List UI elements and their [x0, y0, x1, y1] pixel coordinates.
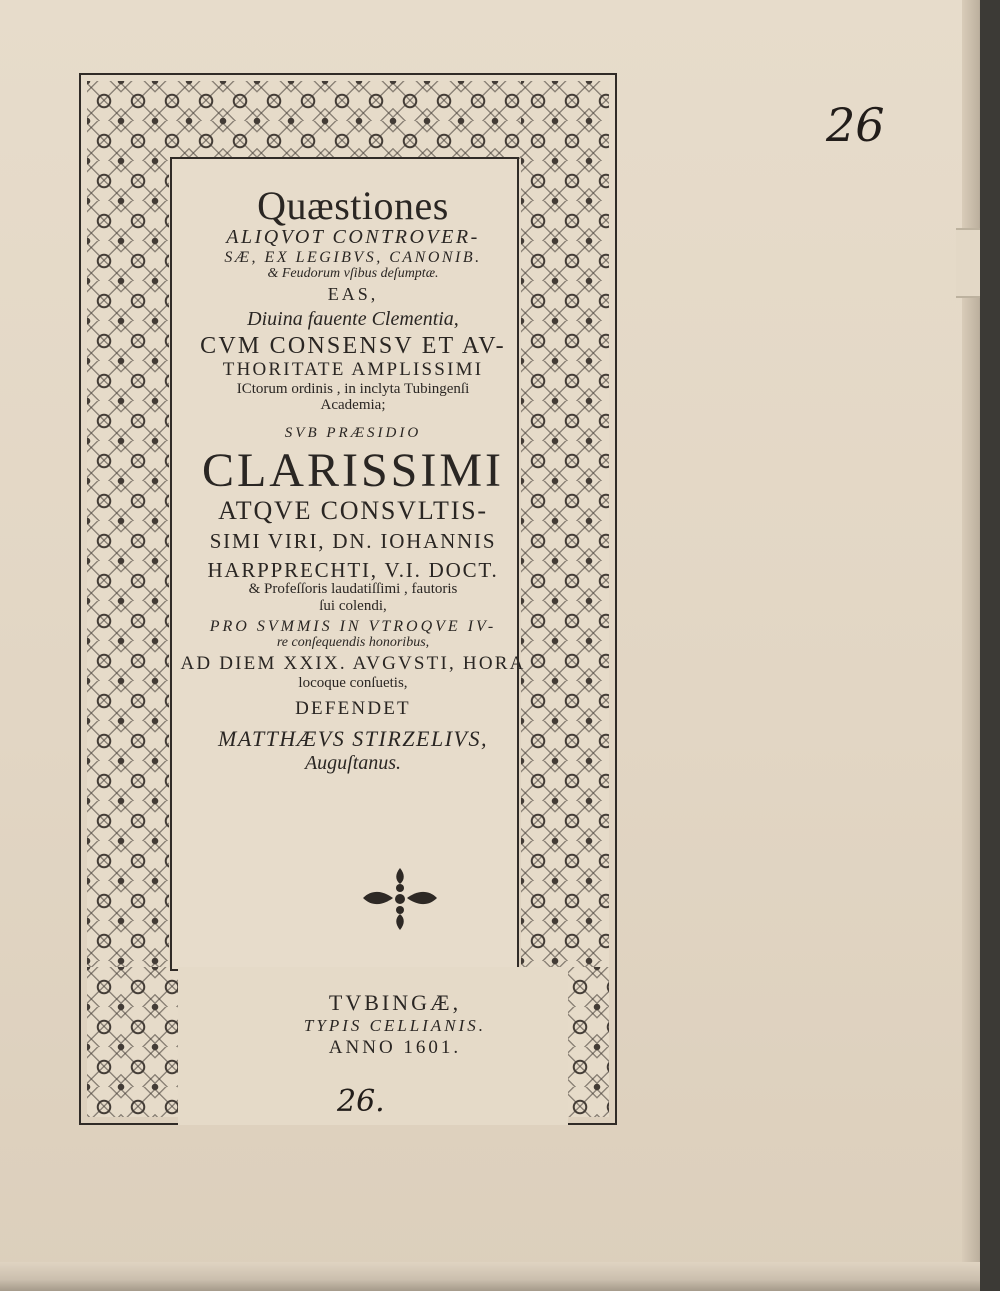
title-line: Academia; — [320, 396, 386, 413]
title-line: SIMI VIRI, DN. IOHANNIS — [209, 529, 497, 554]
title-line: re conſequendis honoribus, — [276, 635, 430, 651]
imprint — [225, 990, 565, 1060]
imprint-year: ANNO 1601. — [328, 1036, 462, 1058]
praeses-name: CLARISSIMI — [201, 444, 505, 498]
title-line: ALIQVOT CONTROVER- — [226, 226, 480, 249]
title-line: PRO SVMMIS IN VTROQVE IV- — [209, 617, 497, 635]
title-line: ſui colendi, — [319, 597, 387, 614]
title-line: ATQVE CONSVLTIS- — [218, 496, 488, 525]
page-tab-marker — [956, 228, 980, 298]
floral-ornament-icon — [355, 866, 445, 932]
main-title: Quæstiones — [257, 183, 449, 228]
title-line: SVB PRÆSIDIO — [284, 424, 422, 441]
title-line: HARPPRECHTI, V.I. DOCT. — [207, 557, 499, 582]
title-line: EAS, — [327, 284, 379, 305]
title-block — [120, 182, 586, 775]
title-line: CVM CONSENSV ET AV- — [200, 333, 506, 360]
title-line: & Profeſſoris laudatiſſimi , fautoris — [248, 581, 458, 598]
handwritten-folio-number: 26. — [337, 1084, 385, 1119]
title-line: THORITATE AMPLISSIMI — [222, 359, 484, 381]
title-line: DEFENDET — [295, 697, 411, 719]
title-line: & Feudorum vſibus deſumptæ. — [267, 266, 439, 282]
title-line: Auguſtanus. — [304, 752, 402, 775]
page-edge-right — [962, 0, 980, 1291]
imprint-place: TVBINGÆ, — [328, 990, 462, 1015]
title-line: ICtorum ordinis , in inclyta Tubingenſi — [236, 380, 470, 397]
page-edge-bottom — [0, 1262, 980, 1291]
title-line: Diuina fauente Clementia, — [247, 307, 459, 330]
title-line: AD DIEM XXIX. AVGVSTI, HORA — [180, 653, 526, 675]
respondent-name: MATTHÆVS STIRZELIVS, — [218, 726, 488, 752]
title-line: SÆ, EX LEGIBVS, CANONIB. — [224, 248, 482, 266]
imprint-printer: TYPIS CELLIANIS. — [303, 1016, 487, 1036]
title-line: locoque conſuetis, — [298, 674, 408, 691]
handwritten-folio-number: 26 — [826, 98, 885, 152]
